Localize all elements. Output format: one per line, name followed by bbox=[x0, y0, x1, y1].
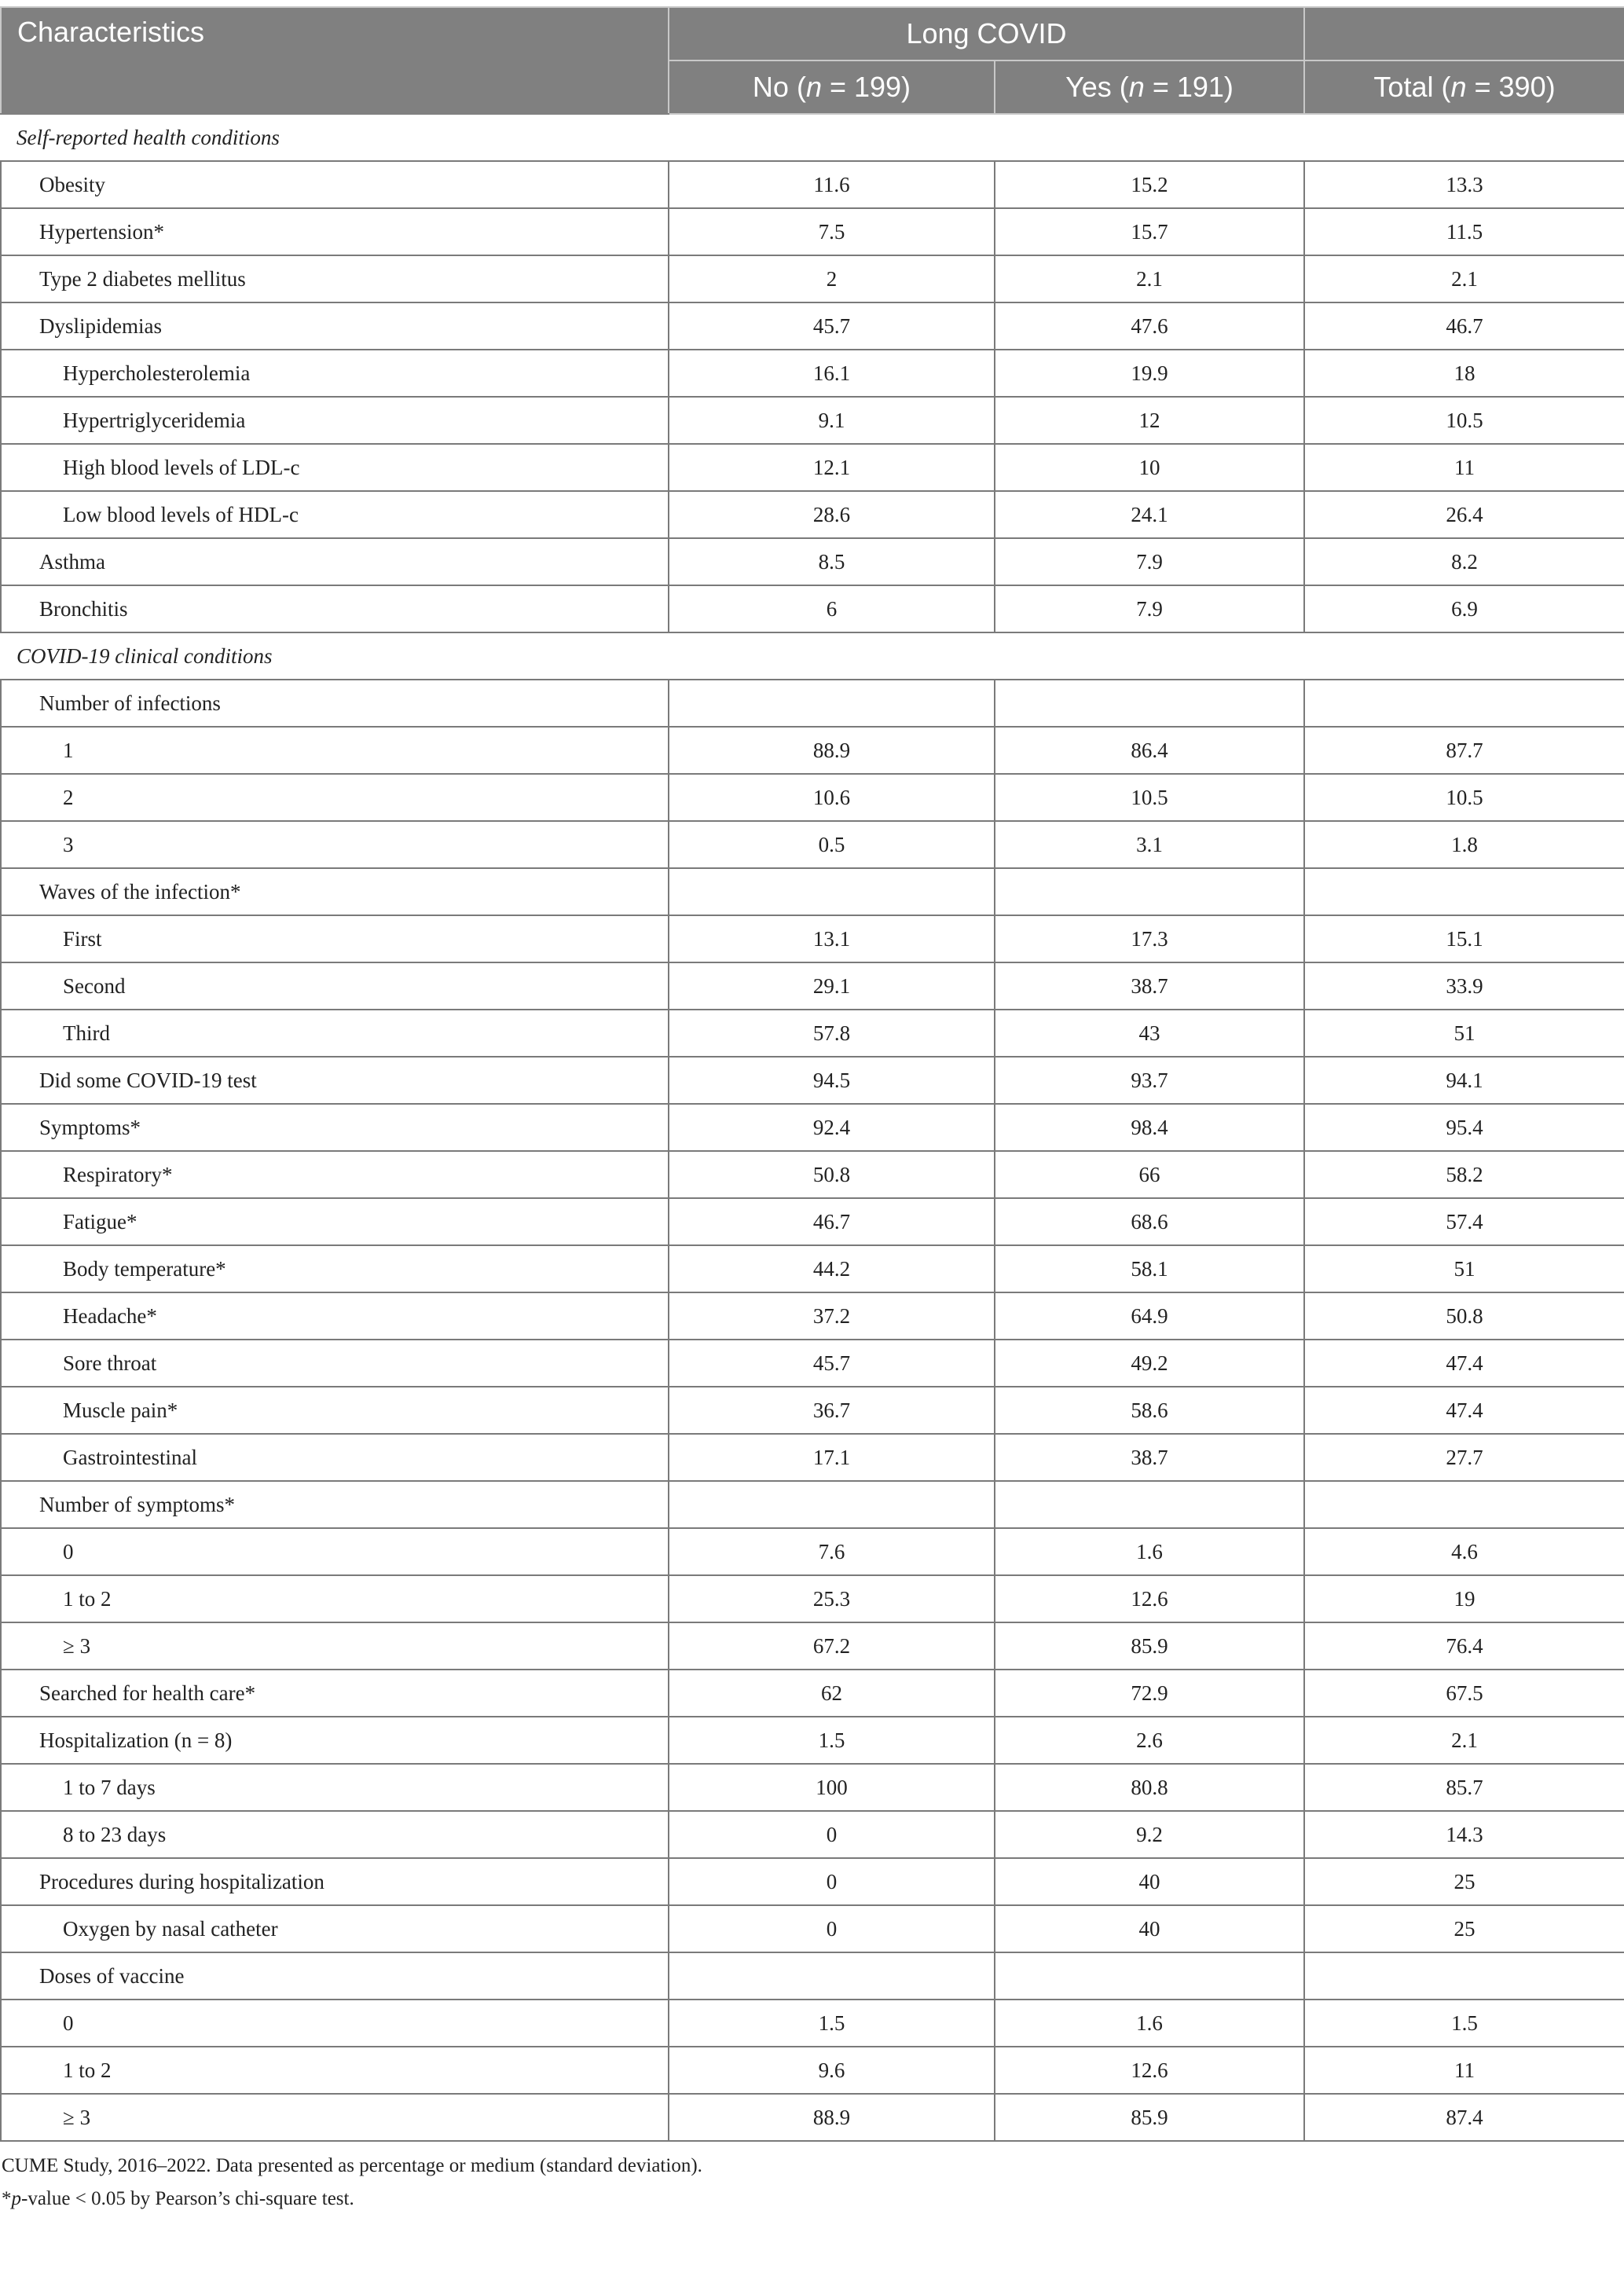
table-row bbox=[1, 1010, 1624, 1057]
cell-total: 14.3 bbox=[1304, 1811, 1624, 1858]
cell-total: 2.1 bbox=[1304, 255, 1624, 302]
column-header-no: No (n = 199) bbox=[669, 60, 995, 114]
section-header-row bbox=[1, 632, 1624, 680]
cell-yes: 49.2 bbox=[995, 1340, 1304, 1387]
cell-total: 47.4 bbox=[1304, 1387, 1624, 1434]
cell-no: 0 bbox=[669, 1811, 995, 1858]
table-row bbox=[1, 1622, 1624, 1670]
cell-total: 50.8 bbox=[1304, 1292, 1624, 1340]
cell-no: 11.6 bbox=[669, 161, 995, 208]
cell-yes: 3.1 bbox=[995, 821, 1304, 868]
table-row bbox=[1, 1481, 1624, 1528]
row-label: 2 bbox=[1, 774, 669, 821]
row-label: Did some COVID-19 test bbox=[1, 1057, 669, 1104]
row-label: Third bbox=[1, 1010, 669, 1057]
section-title: Self-reported health conditions bbox=[1, 114, 1624, 161]
table-row bbox=[1, 1905, 1624, 1952]
row-label: 3 bbox=[1, 821, 669, 868]
cell-no: 9.6 bbox=[669, 2047, 995, 2094]
cell-total: 10.5 bbox=[1304, 774, 1624, 821]
cell-total: 33.9 bbox=[1304, 962, 1624, 1010]
cell-no: 57.8 bbox=[669, 1010, 995, 1057]
cell-total: 76.4 bbox=[1304, 1622, 1624, 1670]
cell-no: 9.1 bbox=[669, 397, 995, 444]
cell-no: 29.1 bbox=[669, 962, 995, 1010]
cell-yes: 24.1 bbox=[995, 491, 1304, 538]
table-row bbox=[1, 255, 1624, 302]
cell-no bbox=[669, 1952, 995, 2000]
cell-total: 46.7 bbox=[1304, 302, 1624, 350]
table-row bbox=[1, 868, 1624, 915]
table-row bbox=[1, 538, 1624, 585]
data-table bbox=[0, 6, 1624, 2142]
cell-yes: 93.7 bbox=[995, 1057, 1304, 1104]
cell-no: 25.3 bbox=[669, 1575, 995, 1622]
cell-no: 45.7 bbox=[669, 302, 995, 350]
table-row bbox=[1, 1858, 1624, 1905]
cell-yes: 12.6 bbox=[995, 2047, 1304, 2094]
table-row bbox=[1, 774, 1624, 821]
row-label: 8 to 23 days bbox=[1, 1811, 669, 1858]
cell-yes: 58.1 bbox=[995, 1245, 1304, 1292]
table-row bbox=[1, 444, 1624, 491]
cell-total: 67.5 bbox=[1304, 1670, 1624, 1717]
table-row bbox=[1, 680, 1624, 727]
column-header-total: Total (n = 390) bbox=[1304, 60, 1624, 114]
cell-yes bbox=[995, 1952, 1304, 2000]
cell-no: 13.1 bbox=[669, 915, 995, 962]
cell-no: 17.1 bbox=[669, 1434, 995, 1481]
table-header bbox=[1, 7, 1624, 114]
row-label: 0 bbox=[1, 1528, 669, 1575]
table-container bbox=[0, 6, 1624, 2216]
cell-yes: 12.6 bbox=[995, 1575, 1304, 1622]
cell-no bbox=[669, 1481, 995, 1528]
footnote-source: CUME Study, 2016–2022. Data presented as percentage or medium (standard deviation). bbox=[2, 2155, 702, 2176]
table-body bbox=[1, 114, 1624, 2141]
cell-no: 62 bbox=[669, 1670, 995, 1717]
table-row bbox=[1, 1952, 1624, 2000]
row-label: 1 bbox=[1, 727, 669, 774]
cell-yes: 1.6 bbox=[995, 2000, 1304, 2047]
cell-no bbox=[669, 680, 995, 727]
row-label: 1 to 2 bbox=[1, 2047, 669, 2094]
cell-no: 88.9 bbox=[669, 2094, 995, 2141]
row-label: Bronchitis bbox=[1, 585, 669, 632]
cell-yes: 80.8 bbox=[995, 1764, 1304, 1811]
blank-header-cell bbox=[1304, 7, 1624, 60]
cell-total: 18 bbox=[1304, 350, 1624, 397]
cell-yes: 68.6 bbox=[995, 1198, 1304, 1245]
row-label: Second bbox=[1, 962, 669, 1010]
long-covid-group-header: Long COVID bbox=[669, 7, 1304, 60]
cell-no: 6 bbox=[669, 585, 995, 632]
table-row bbox=[1, 1340, 1624, 1387]
cell-yes: 7.9 bbox=[995, 585, 1304, 632]
cell-no: 7.6 bbox=[669, 1528, 995, 1575]
row-label: Symptoms* bbox=[1, 1104, 669, 1151]
row-label: Body temperature* bbox=[1, 1245, 669, 1292]
cell-no: 28.6 bbox=[669, 491, 995, 538]
cell-yes: 40 bbox=[995, 1905, 1304, 1952]
cell-yes: 98.4 bbox=[995, 1104, 1304, 1151]
table-row bbox=[1, 1811, 1624, 1858]
footnote-significance: *p-value < 0.05 by Pearson’s chi-square test. bbox=[2, 2188, 354, 2209]
row-label: Hypercholesterolemia bbox=[1, 350, 669, 397]
cell-total: 2.1 bbox=[1304, 1717, 1624, 1764]
cell-no: 94.5 bbox=[669, 1057, 995, 1104]
cell-yes: 9.2 bbox=[995, 1811, 1304, 1858]
cell-total bbox=[1304, 868, 1624, 915]
table-row bbox=[1, 491, 1624, 538]
cell-total: 95.4 bbox=[1304, 1104, 1624, 1151]
cell-total: 25 bbox=[1304, 1858, 1624, 1905]
cell-total bbox=[1304, 1481, 1624, 1528]
cell-no: 8.5 bbox=[669, 538, 995, 585]
cell-yes: 85.9 bbox=[995, 1622, 1304, 1670]
cell-total: 27.7 bbox=[1304, 1434, 1624, 1481]
table-row bbox=[1, 1387, 1624, 1434]
cell-total: 25 bbox=[1304, 1905, 1624, 1952]
row-label: Low blood levels of HDL-c bbox=[1, 491, 669, 538]
cell-no: 0.5 bbox=[669, 821, 995, 868]
table-row bbox=[1, 1151, 1624, 1198]
cell-yes: 15.2 bbox=[995, 161, 1304, 208]
table-row bbox=[1, 1764, 1624, 1811]
cell-total: 87.7 bbox=[1304, 727, 1624, 774]
cell-total: 1.8 bbox=[1304, 821, 1624, 868]
cell-no: 100 bbox=[669, 1764, 995, 1811]
cell-yes: 72.9 bbox=[995, 1670, 1304, 1717]
row-label: Obesity bbox=[1, 161, 669, 208]
table-row bbox=[1, 350, 1624, 397]
row-label: Hypertriglyceridemia bbox=[1, 397, 669, 444]
cell-yes: 10 bbox=[995, 444, 1304, 491]
cell-total: 11 bbox=[1304, 2047, 1624, 2094]
table-row bbox=[1, 397, 1624, 444]
cell-no: 36.7 bbox=[669, 1387, 995, 1434]
cell-no: 1.5 bbox=[669, 2000, 995, 2047]
table-row bbox=[1, 585, 1624, 632]
table-row bbox=[1, 1057, 1624, 1104]
row-label: Respiratory* bbox=[1, 1151, 669, 1198]
cell-total: 11.5 bbox=[1304, 208, 1624, 255]
cell-total: 11 bbox=[1304, 444, 1624, 491]
cell-yes bbox=[995, 868, 1304, 915]
cell-yes: 12 bbox=[995, 397, 1304, 444]
row-label: Hospitalization (n = 8) bbox=[1, 1717, 669, 1764]
cell-total: 8.2 bbox=[1304, 538, 1624, 585]
column-header-yes: Yes (n = 191) bbox=[995, 60, 1304, 114]
cell-yes: 10.5 bbox=[995, 774, 1304, 821]
table-row bbox=[1, 1198, 1624, 1245]
cell-total: 19 bbox=[1304, 1575, 1624, 1622]
cell-yes: 64.9 bbox=[995, 1292, 1304, 1340]
row-label: Waves of the infection* bbox=[1, 868, 669, 915]
table-row bbox=[1, 302, 1624, 350]
cell-total: 15.1 bbox=[1304, 915, 1624, 962]
cell-yes: 47.6 bbox=[995, 302, 1304, 350]
cell-yes: 86.4 bbox=[995, 727, 1304, 774]
row-label: Headache* bbox=[1, 1292, 669, 1340]
cell-yes: 2.1 bbox=[995, 255, 1304, 302]
table-row bbox=[1, 1670, 1624, 1717]
table-row bbox=[1, 1434, 1624, 1481]
table-row bbox=[1, 2047, 1624, 2094]
table-row bbox=[1, 915, 1624, 962]
row-label: Dyslipidemias bbox=[1, 302, 669, 350]
row-label: 1 to 7 days bbox=[1, 1764, 669, 1811]
cell-no bbox=[669, 868, 995, 915]
row-label: Number of symptoms* bbox=[1, 1481, 669, 1528]
row-label: First bbox=[1, 915, 669, 962]
cell-yes: 7.9 bbox=[995, 538, 1304, 585]
table-row bbox=[1, 821, 1624, 868]
cell-no: 50.8 bbox=[669, 1151, 995, 1198]
cell-total: 94.1 bbox=[1304, 1057, 1624, 1104]
table-row bbox=[1, 962, 1624, 1010]
table-footnotes bbox=[0, 2150, 1624, 2216]
cell-yes: 43 bbox=[995, 1010, 1304, 1057]
section-title: COVID-19 clinical conditions bbox=[1, 632, 1624, 680]
cell-no: 45.7 bbox=[669, 1340, 995, 1387]
cell-no: 10.6 bbox=[669, 774, 995, 821]
row-label: Number of infections bbox=[1, 680, 669, 727]
cell-total: 13.3 bbox=[1304, 161, 1624, 208]
row-label: Sore throat bbox=[1, 1340, 669, 1387]
cell-yes bbox=[995, 1481, 1304, 1528]
table-row bbox=[1, 208, 1624, 255]
cell-no: 44.2 bbox=[669, 1245, 995, 1292]
row-label: Gastrointestinal bbox=[1, 1434, 669, 1481]
row-label: Type 2 diabetes mellitus bbox=[1, 255, 669, 302]
row-label: Hypertension* bbox=[1, 208, 669, 255]
row-label: Fatigue* bbox=[1, 1198, 669, 1245]
cell-yes: 17.3 bbox=[995, 915, 1304, 962]
cell-yes: 19.9 bbox=[995, 350, 1304, 397]
cell-yes: 40 bbox=[995, 1858, 1304, 1905]
table-row bbox=[1, 1717, 1624, 1764]
cell-no: 88.9 bbox=[669, 727, 995, 774]
row-label: Doses of vaccine bbox=[1, 1952, 669, 2000]
cell-no: 12.1 bbox=[669, 444, 995, 491]
row-label: 0 bbox=[1, 2000, 669, 2047]
table-row bbox=[1, 1104, 1624, 1151]
characteristics-header: Characteristics bbox=[1, 7, 669, 114]
cell-yes: 15.7 bbox=[995, 208, 1304, 255]
cell-total: 1.5 bbox=[1304, 2000, 1624, 2047]
cell-total: 58.2 bbox=[1304, 1151, 1624, 1198]
cell-yes: 38.7 bbox=[995, 1434, 1304, 1481]
table-row bbox=[1, 727, 1624, 774]
section-header-row bbox=[1, 114, 1624, 161]
cell-yes: 2.6 bbox=[995, 1717, 1304, 1764]
table-row bbox=[1, 1575, 1624, 1622]
table-row bbox=[1, 2000, 1624, 2047]
cell-yes: 85.9 bbox=[995, 2094, 1304, 2141]
cell-total: 85.7 bbox=[1304, 1764, 1624, 1811]
cell-no: 7.5 bbox=[669, 208, 995, 255]
cell-total: 6.9 bbox=[1304, 585, 1624, 632]
cell-yes: 1.6 bbox=[995, 1528, 1304, 1575]
cell-no: 1.5 bbox=[669, 1717, 995, 1764]
cell-total: 47.4 bbox=[1304, 1340, 1624, 1387]
cell-total: 10.5 bbox=[1304, 397, 1624, 444]
row-label: ≥ 3 bbox=[1, 1622, 669, 1670]
cell-no: 67.2 bbox=[669, 1622, 995, 1670]
cell-total: 57.4 bbox=[1304, 1198, 1624, 1245]
cell-no: 92.4 bbox=[669, 1104, 995, 1151]
row-label: Oxygen by nasal catheter bbox=[1, 1905, 669, 1952]
table-row bbox=[1, 1245, 1624, 1292]
cell-total: 26.4 bbox=[1304, 491, 1624, 538]
cell-no: 0 bbox=[669, 1905, 995, 1952]
cell-total bbox=[1304, 1952, 1624, 2000]
cell-total: 4.6 bbox=[1304, 1528, 1624, 1575]
cell-no: 16.1 bbox=[669, 350, 995, 397]
cell-no: 46.7 bbox=[669, 1198, 995, 1245]
cell-no: 37.2 bbox=[669, 1292, 995, 1340]
table-row bbox=[1, 1528, 1624, 1575]
cell-total: 51 bbox=[1304, 1245, 1624, 1292]
cell-total bbox=[1304, 680, 1624, 727]
cell-total: 51 bbox=[1304, 1010, 1624, 1057]
cell-yes: 58.6 bbox=[995, 1387, 1304, 1434]
row-label: Asthma bbox=[1, 538, 669, 585]
row-label: 1 to 2 bbox=[1, 1575, 669, 1622]
cell-no: 0 bbox=[669, 1858, 995, 1905]
row-label: ≥ 3 bbox=[1, 2094, 669, 2141]
table-row bbox=[1, 1292, 1624, 1340]
row-label: Procedures during hospitalization bbox=[1, 1858, 669, 1905]
cell-total: 87.4 bbox=[1304, 2094, 1624, 2141]
row-label: Searched for health care* bbox=[1, 1670, 669, 1717]
row-label: High blood levels of LDL-c bbox=[1, 444, 669, 491]
cell-yes bbox=[995, 680, 1304, 727]
table-row bbox=[1, 161, 1624, 208]
cell-yes: 38.7 bbox=[995, 962, 1304, 1010]
row-label: Muscle pain* bbox=[1, 1387, 669, 1434]
table-row bbox=[1, 2094, 1624, 2141]
cell-yes: 66 bbox=[995, 1151, 1304, 1198]
cell-no: 2 bbox=[669, 255, 995, 302]
